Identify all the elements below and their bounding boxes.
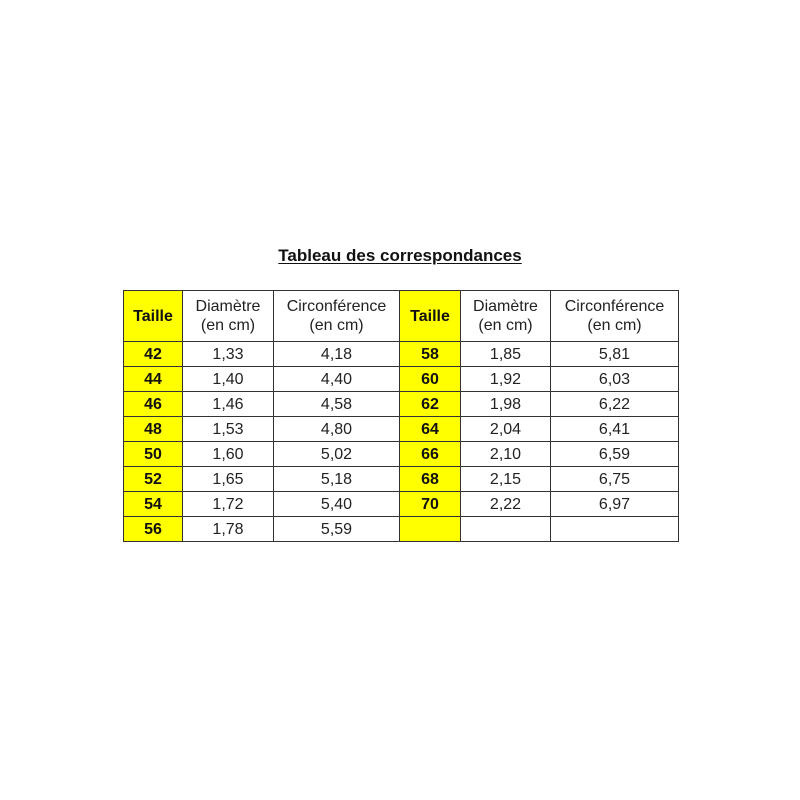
circumference-cell: 6,97 [551,492,679,517]
header-circumference-right-line1: Circonférence [564,298,665,315]
size-cell: 46 [124,392,183,417]
header-circumference-right-line2: (en cm) [587,317,642,334]
diameter-cell: 1,72 [183,492,274,517]
circumference-cell: 6,41 [551,417,679,442]
diameter-cell: 1,92 [461,367,551,392]
header-size-right: Taille [400,291,461,342]
table-title: Tableau des correspondances [278,246,522,265]
diameter-cell: 1,46 [183,392,274,417]
circumference-cell: 5,59 [274,517,400,542]
diameter-cell: 1,40 [183,367,274,392]
diameter-cell: 1,53 [183,417,274,442]
table-row [124,492,679,517]
table-row [124,517,679,542]
size-cell: 44 [124,367,183,392]
circumference-cell: 4,58 [274,392,400,417]
circumference-cell: 4,80 [274,417,400,442]
circumference-cell [551,517,679,542]
diameter-cell: 1,78 [183,517,274,542]
diameter-cell: 1,60 [183,442,274,467]
header-circumference-left-line1: Circonférence [286,298,387,315]
header-diameter-left-line2: (en cm) [200,317,256,334]
diameter-cell: 2,04 [461,417,551,442]
size-cell: 64 [400,417,461,442]
size-cell: 56 [124,517,183,542]
circumference-cell: 4,18 [274,342,400,367]
circumference-cell: 5,81 [551,342,679,367]
circumference-cell: 6,75 [551,467,679,492]
size-cell: 42 [124,342,183,367]
diameter-cell: 1,65 [183,467,274,492]
table-row [124,367,679,392]
size-cell [400,517,461,542]
size-cell: 62 [400,392,461,417]
header-diameter-right-line2: (en cm) [478,317,533,334]
table-row [124,392,679,417]
size-cell: 68 [400,467,461,492]
header-circumference-left [274,291,400,342]
circumference-cell: 4,40 [274,367,400,392]
header-diameter-right [461,291,551,342]
size-cell: 48 [124,417,183,442]
table-row [124,467,679,492]
diameter-cell: 1,33 [183,342,274,367]
size-cell: 60 [400,367,461,392]
circumference-cell: 5,02 [274,442,400,467]
header-circumference-left-line2: (en cm) [309,317,364,334]
table-row [124,442,679,467]
header-size-left: Taille [124,291,183,342]
circumference-cell: 6,03 [551,367,679,392]
circumference-cell: 5,18 [274,467,400,492]
table-header-row [124,291,679,342]
size-cell: 50 [124,442,183,467]
diameter-cell: 2,10 [461,442,551,467]
header-diameter-left-line1: Diamètre [195,298,261,315]
size-cell: 58 [400,342,461,367]
size-cell: 66 [400,442,461,467]
circumference-cell: 5,40 [274,492,400,517]
header-diameter-right-line1: Diamètre [473,298,538,315]
size-cell: 54 [124,492,183,517]
circumference-cell: 6,59 [551,442,679,467]
diameter-cell: 2,22 [461,492,551,517]
table-row [124,342,679,367]
diameter-cell [461,517,551,542]
size-cell: 70 [400,492,461,517]
table-row [124,417,679,442]
size-cell: 52 [124,467,183,492]
diameter-cell: 1,98 [461,392,551,417]
diameter-cell: 1,85 [461,342,551,367]
diameter-cell: 2,15 [461,467,551,492]
header-diameter-left [183,291,274,342]
header-circumference-right [551,291,679,342]
circumference-cell: 6,22 [551,392,679,417]
correspondence-table [123,290,679,542]
